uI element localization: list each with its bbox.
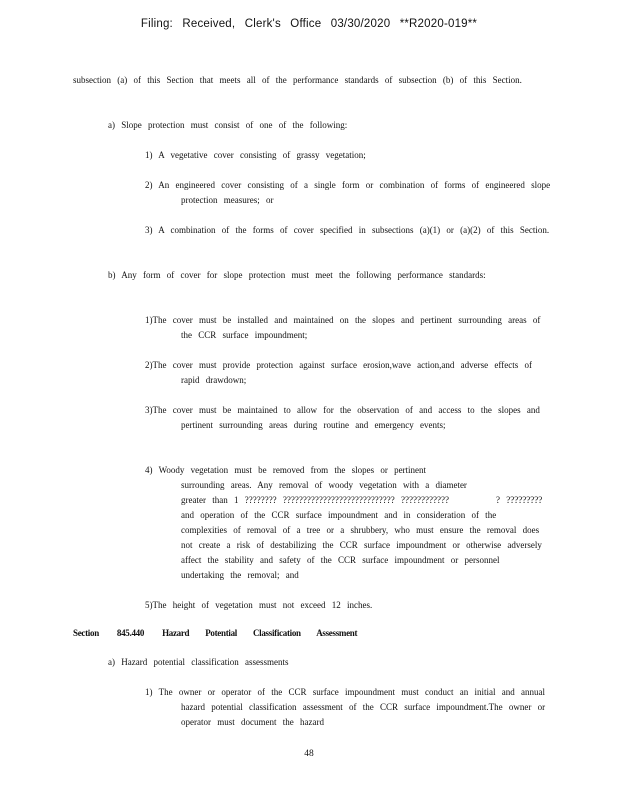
filing-label: Filing: (140, 18, 173, 30)
item-b2: 2)The cover must provide protection against surface erosion,wave action,and adverse effects of rapid drawdown; (145, 360, 532, 385)
item-a2: 2) An engineered cover consisting of a single form or combination of forms of engineered slope protection measures; or (145, 180, 551, 205)
item-a3: 3) A combination of the forms of cover specified in subsections (a)(1) or (a)(2) of this Section. (145, 225, 550, 235)
section-label: Section (73, 628, 99, 638)
item-b5: 5)The height of vegetation must not exceed 12 inches. (145, 600, 373, 610)
received-label: Received, (182, 18, 236, 30)
page-number: 48 (304, 749, 314, 759)
item-b1: 1)The cover must be installed and maintained on the slopes and pertinent surrounding areas of the CCR surface impoundment; (145, 315, 541, 340)
item-b4-line3b: ? ????????? (496, 495, 543, 505)
item-b4-line2: surrounding areas. Any removal of woody vegetation with a diameter (181, 480, 467, 490)
section-number: 845.440 (116, 628, 145, 638)
item-b4-line1: 4) Woody vegetation must be removed from the slopes or pertinent (145, 465, 427, 475)
item-a1: 1) A vegetative cover consisting of grassy vegetation; (145, 150, 366, 160)
section-title: Hazard Potential Classification Assessment (162, 628, 358, 638)
filing-header (0, 18, 618, 30)
subsection-a: a) Slope protection must consist of one of the following: (108, 120, 348, 130)
item-b4-rest: and operation of the CCR surface impoundment and in consideration of the complexities of removal of a tree or a shrubbery, who must ensure the removal does not create a risk of destabilizing the CCR surface impoundment or otherwise adversely affect the stability and safety of the CCR surface impoundment or personnel undertaking the removal; and (181, 510, 542, 580)
filing-date: 03/30/2020 (330, 18, 391, 30)
office-label: Clerk's Office (244, 18, 322, 30)
subsection-b: b) Any form of cover for slope protection must meet the following performance standards: (108, 270, 486, 280)
intro-paragraph: subsection (a) of this Section that meets all of the performance standards of subsection (b) of this Section. (73, 75, 522, 85)
section-heading (73, 628, 375, 638)
docket-number: **R2020-019** (399, 18, 478, 30)
section-item-a1: 1) The owner or operator of the CCR surface impoundment must conduct an initial and annual hazard potential classification assessment of the CCR surface impoundment.The owner or operator must document the hazard (145, 687, 546, 727)
section-subsection-a: a) Hazard potential classification assessments (108, 657, 289, 667)
item-b4-line3a: greater than 1 ???????? ???????????????????????????? ???????????? (181, 495, 449, 505)
item-b3: 3)The cover must be maintained to allow for the observation of and access to the slopes and pertinent surrounding areas during routine and emergency events; (145, 405, 540, 430)
